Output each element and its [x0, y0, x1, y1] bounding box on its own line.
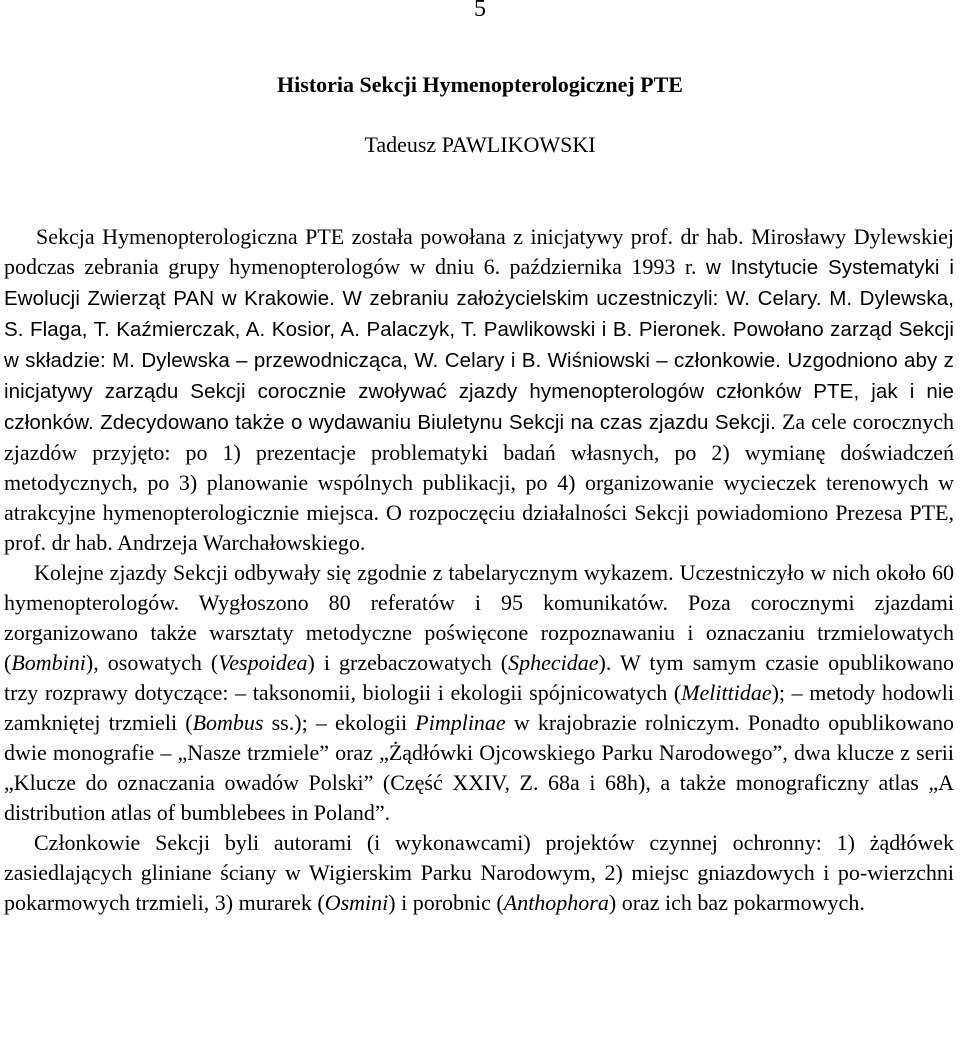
p2-text-2: ), osowatych ( [85, 650, 219, 675]
taxon-osmini: Osmini [324, 890, 389, 915]
taxon-sphecidae: Sphecidae [508, 650, 599, 675]
p2-text-1: Kolejne zjazdy Sekcji odbywały się zgodnie z tabelarycznym wykazem. Uczestniczyło w nich około 60 hymenopterologów. Wygłoszono 80 referatów i 95 komunikatów. Poza corocznymi zjazdami zorganizowano także warsztaty metodyczne poświęcone rozpoznawaniu i oznaczaniu trzmielowatych ( [4, 560, 954, 675]
taxon-anthophora: Anthophora [503, 890, 609, 915]
author-name: Tadeusz PAWLIKOWSKI [364, 132, 596, 157]
paragraph-1-goals: Za cele corocznych zjazdów przyjęto: po 1) prezentacje problematyki badań własnych, po 2) wymianę doświadczeń metodycznych, po 3) planowanie wspólnych publikacji, po 4) organizowanie wycieczek terenowych w atrakcyjne hymenopterologicznie miejsca. O rozpoczęciu działalności Sekcji powiadomiono Prezesa PTE, prof. dr hab. Andrzeja Warchałowskiego. [4, 409, 954, 555]
p2-text-4: ). W tym samym czasie opublikowano trzy rozprawy dotyczące: – taksonomii, biologii i ekologii spójnicowatych ( [4, 650, 955, 705]
p2-text-6: ss.); – ekologii [263, 710, 416, 735]
p2-text-7: w krajobrazie rolniczym. Ponadto opublikowano dwie monografie – „Nasze trzmiele” oraz „Żądłówki Ojcowskiego Parku Narodowego”, dwa klucze z serii „Klucze do oznaczania owadów Polski” (Część XXIV, Z. 68a i 68h), a także monograficzny atlas „A distribution atlas of bumblebees in Poland”. [4, 710, 954, 825]
page-title: Historia Sekcji Hymenopterologicznej PTE [277, 72, 683, 97]
p2-text-5: ); – metody hodowli zamkniętej trzmieli ( [4, 680, 954, 735]
page-number: 5 [474, 0, 486, 22]
p3-text-1: Członkowie Sekcji byli autorami (i wykonawcami) projektów czynnej ochronny: 1) żądłówek zasiedlających gliniane ściany w Wigierskim Parku Narodowym, 2) miejsc gniazdowych i po-wierzchni pokarmowych trzmieli, 3) murarek ( [4, 830, 954, 915]
taxon-pimplinae: Pimplinae [415, 710, 506, 735]
paragraph-2 [4, 558, 954, 828]
taxon-bombus: Bombus [192, 710, 264, 735]
paragraph-1-serif-part: Sekcja Hymenopterologiczna PTE została powołana z inicjatywy prof. dr hab. Mirosławy Dylewskiej podczas zebrania grupy hymenopterologów w dniu 6. października 1993 r. [4, 224, 954, 279]
paragraph-1 [4, 222, 954, 558]
taxon-vespoidea: Vespoidea [218, 650, 308, 675]
p3-text-2: ) i porobnic ( [388, 890, 504, 915]
taxon-melittidae: Melittidae [681, 680, 772, 705]
paragraph-1-sans-part: w Instytucie Systematyki i Ewolucji Zwierząt PAN w Krakowie. W zebraniu założycielskim uczestniczyli: W. Celary. M. Dylewska, S. Flaga, T. Kaźmierczak, A. Kosior, A. Palaczyk, T. Pawlikowski i B. Pieronek. Powołano zarząd Sekcji w składzie: M. Dylewska – przewodnicząca, W. Celary i B. Wiśniowski – członkowie. Uzgodniono aby z inicjatywy zarządu Sekcji corocznie zwoływać zjazdy hymenopterologów członków PTE, jak i nie członków. Zdecydowano także o wydawaniu Biuletynu Sekcji na czas zjazdu Sekcji. [4, 256, 955, 434]
paragraph-3 [4, 828, 954, 918]
taxon-bombini: Bombini [11, 650, 86, 675]
article-body [4, 222, 954, 918]
p2-text-3: ) i grzebaczowatych ( [307, 650, 509, 675]
p3-text-3: ) oraz ich baz pokarmowych. [608, 890, 865, 915]
